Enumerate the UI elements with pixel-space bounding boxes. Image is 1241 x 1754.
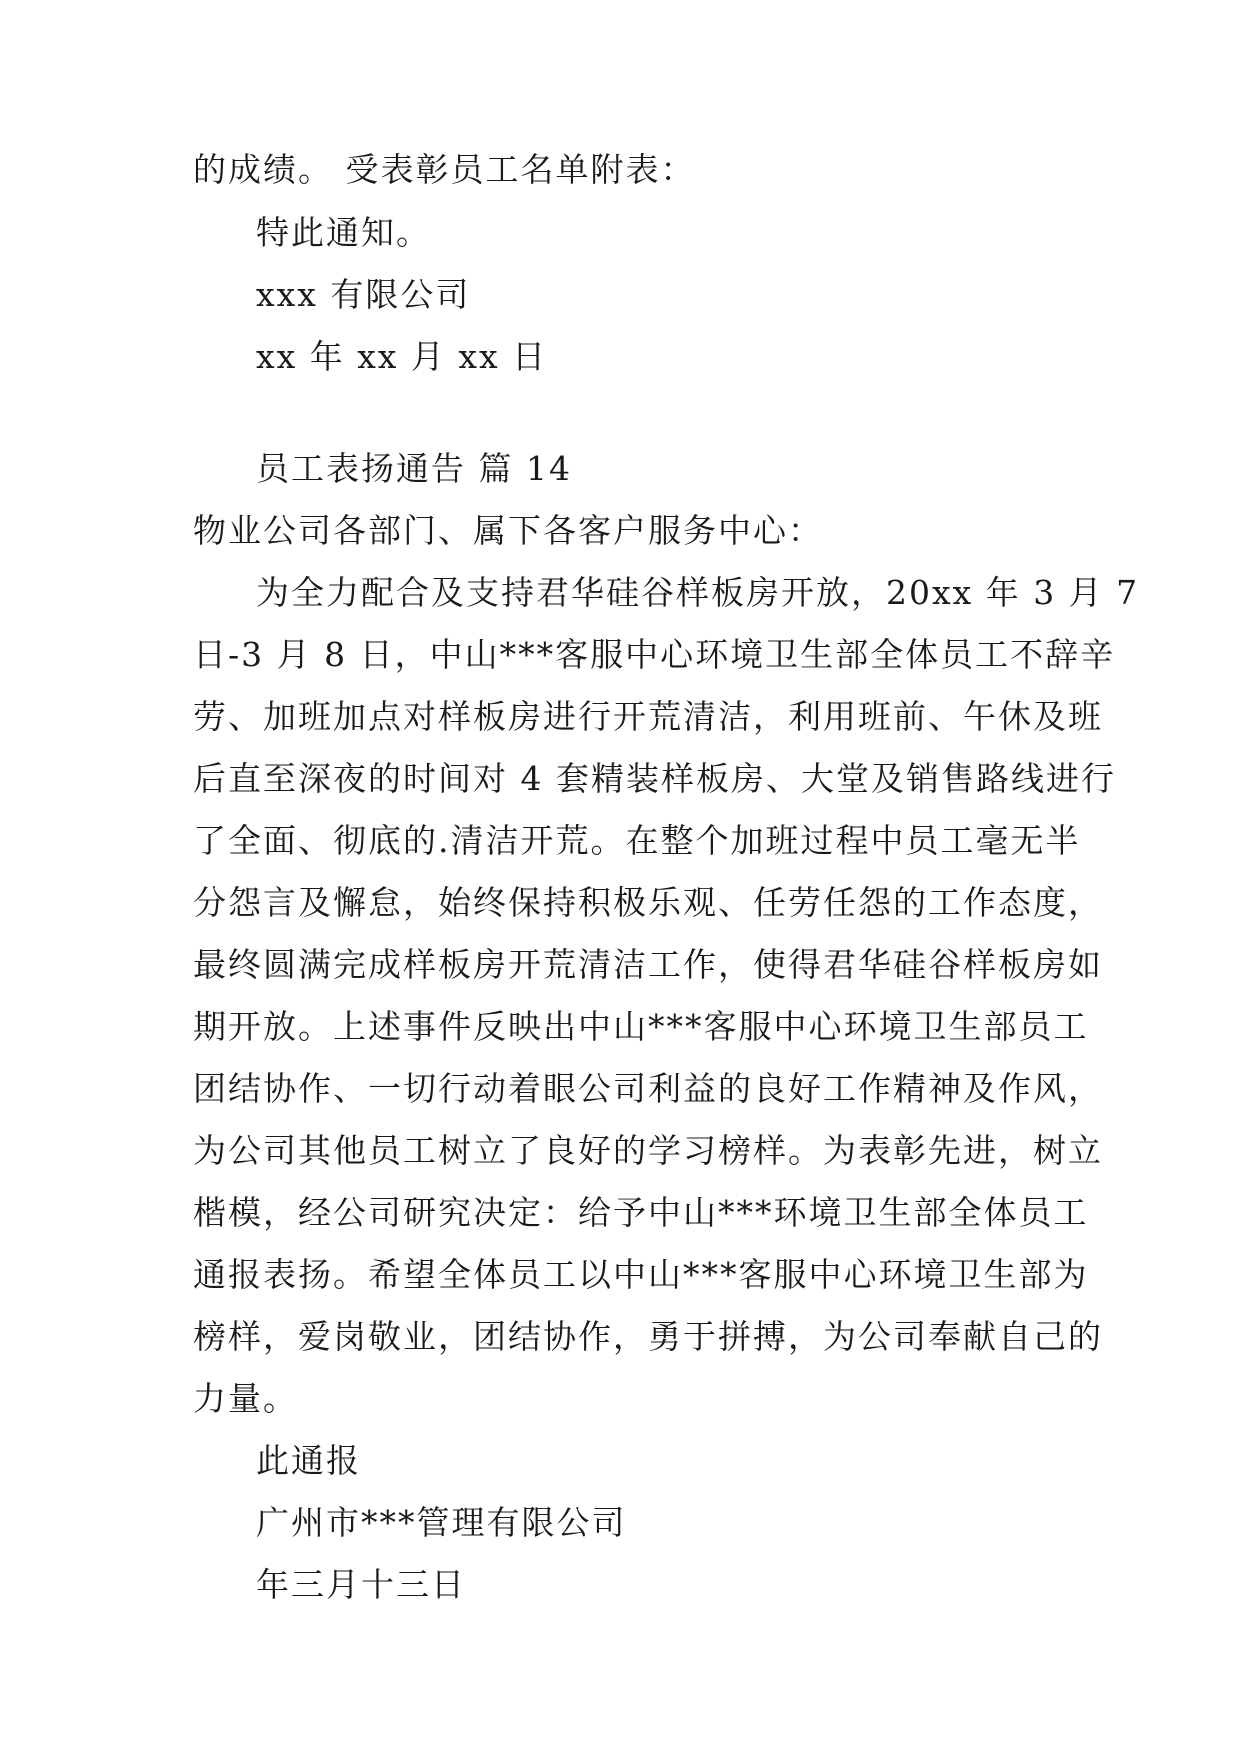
recipient-line: 物业公司各部门、属下各客户服务中心：	[193, 511, 823, 550]
section-heading: 员工表扬通告 篇 14	[256, 449, 572, 488]
paragraph-line: 为公司其他员工树立了良好的学习榜样。为表彰先进，树立	[193, 1131, 1103, 1170]
text-line-achievement: 的成绩。 受表彰员工名单附表：	[193, 150, 696, 189]
paragraph-line: 后直至深夜的时间对 4 套精装样板房、大堂及销售路线进行	[193, 759, 1116, 798]
paragraph-line: 期开放。上述事件反映出中山***客服中心环境卫生部员工	[193, 1007, 1089, 1046]
date-line: xx 年 xx 月 xx 日	[256, 337, 548, 376]
paragraph-line: 分怨言及懈怠，始终保持积极乐观、任劳任怨的工作态度，	[193, 883, 1103, 922]
paragraph-line: 榜样，爱岗敬业，团结协作，勇于拼搏，为公司奉献自己的	[193, 1317, 1103, 1356]
paragraph-line: 日-3 月 8 日，中山***客服中心环境卫生部全体员工不辞辛	[193, 635, 1116, 674]
company-signature: xxx 有限公司	[256, 275, 471, 314]
text-line-notice: 特此通知。	[256, 213, 431, 252]
paragraph-line: 最终圆满完成样板房开荒清洁工作，使得君华硅谷样板房如	[193, 945, 1103, 984]
paragraph-line: 劳、加班加点对样板房进行开荒清洁，利用班前、午休及班	[193, 697, 1103, 736]
paragraph-line: 力量。	[193, 1379, 298, 1418]
paragraph-line: 为全力配合及支持君华硅谷样板房开放，20xx 年 3 月 7	[256, 573, 1140, 612]
closing-line: 此通报	[256, 1441, 361, 1480]
paragraph-line: 团结协作、一切行动着眼公司利益的良好工作精神及作风，	[193, 1069, 1103, 1108]
paragraph-line: 楷模，经公司研究决定：给予中山***环境卫生部全体员工	[193, 1193, 1089, 1232]
date-line: 年三月十三日	[256, 1565, 466, 1604]
company-signature: 广州市***管理有限公司	[256, 1503, 627, 1542]
paragraph-line: 了全面、彻底的.清洁开荒。在整个加班过程中员工毫无半	[193, 821, 1081, 860]
paragraph-line: 通报表扬。希望全体员工以中山***客服中心环境卫生部为	[193, 1255, 1089, 1294]
